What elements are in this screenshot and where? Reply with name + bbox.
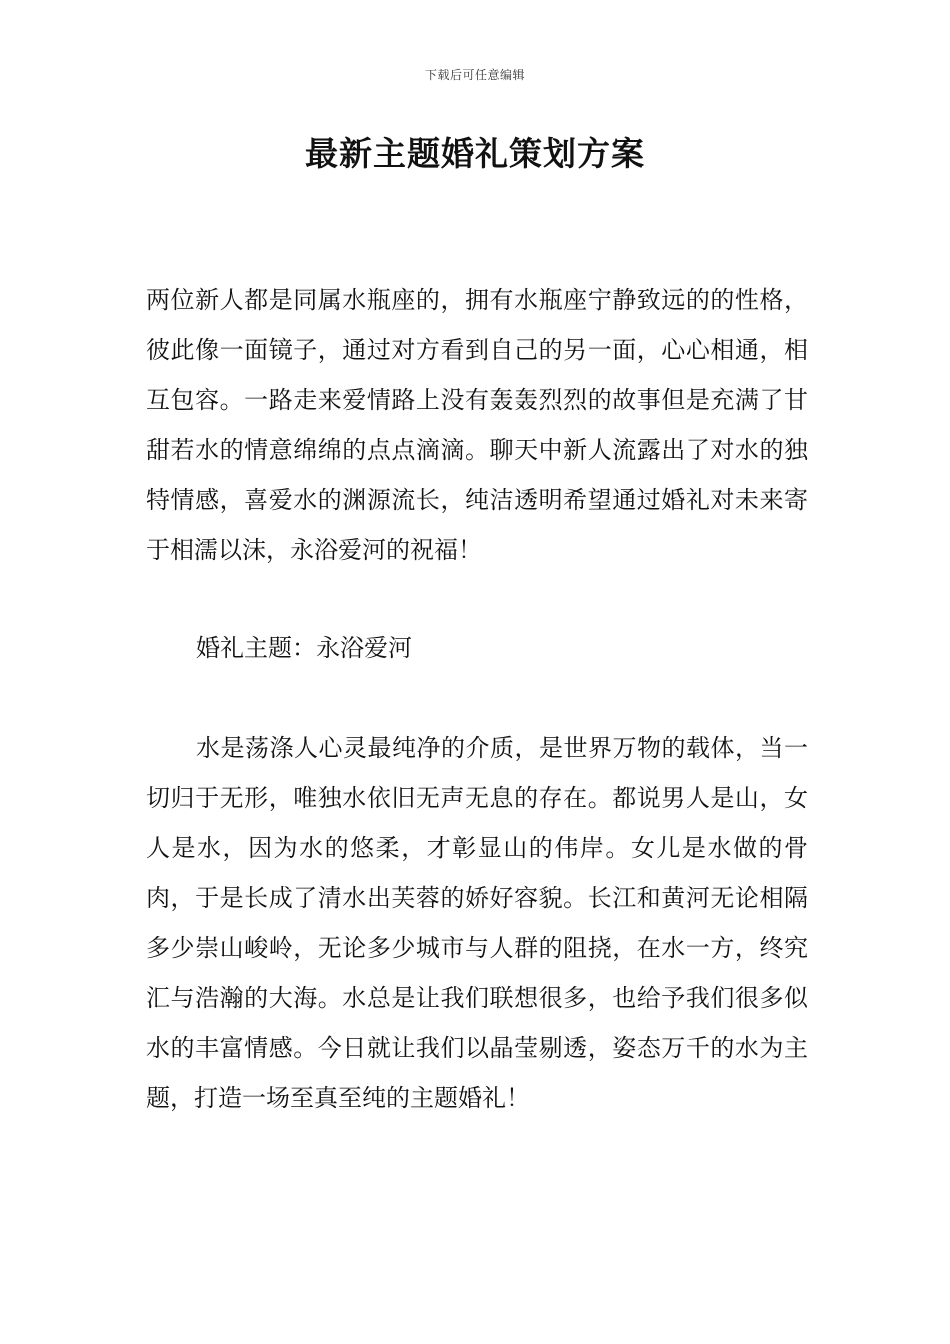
document-title: 最新主题婚礼策划方案: [305, 134, 645, 173]
theme-line: 婚礼主题：永浴爱河: [196, 634, 412, 662]
header-note: 下载后可任意编辑: [424, 68, 525, 82]
intro-paragraph: 两位新人都是同属水瓶座的，拥有水瓶座宁静致远的的性格，彼此像一面镜子，通过对方看到自己的另一面，心心相通，相互包容。一路走来爱情路上没有轰轰烈烈的故事但是充满了甘甜若水的情意绵绵的点点滴滴。聊天中新人流露出了对水的独特情感，喜爱水的渊源流长，纯洁透明希望通过婚礼对未来寄于相濡以沫，永浴爱河的祝福！: [146, 286, 808, 564]
water-theme-paragraph: 水是荡涤人心灵最纯净的介质，是世界万物的载体，当一切归于无形，唯独水依旧无声无息的存在。都说男人是山，女人是水，因为水的悠柔，才彰显山的伟岸。女儿是水做的骨肉，于是长成了清水出芙蓉的娇好容貌。长江和黄河无论相隔多少崇山峻岭，无论多少城市与人群的阻挠，在水一方，终究汇与浩瀚的大海。水总是让我们联想很多，也给予我们很多似水的丰富情感。今日就让我们以晶莹剔透，姿态万千的水为主题，打造一场至真至纯的主题婚礼！: [146, 734, 808, 1112]
